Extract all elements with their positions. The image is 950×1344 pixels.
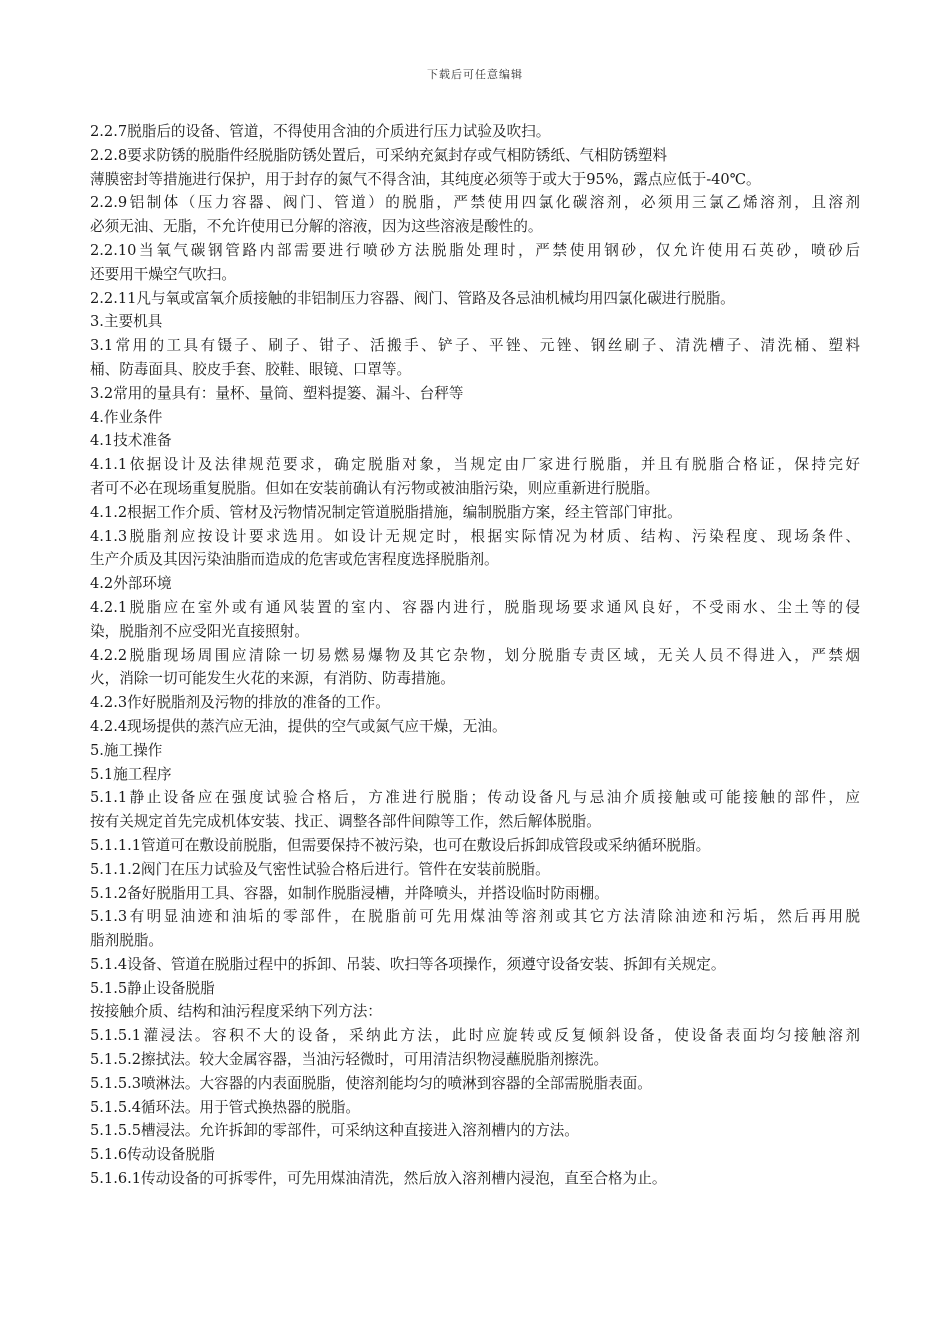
text-line: 5.1.5.4循环法。用于管式换热器的脱脂。 <box>90 1098 360 1116</box>
text-line: 4.作业条件 <box>90 408 163 426</box>
text-line: 5.施工操作 <box>90 741 163 759</box>
text-line: 5.1.1.1管道可在敷设前脱脂，但需要保持不被污染，也可在敷设后拆卸成管段或采纳循环脱脂。 <box>90 836 711 854</box>
text-line: 2.2.11凡与氧或富氧介质接触的非铝制压力容器、阀门、管路及各忌油机械均用四氯化碳进行脱脂。 <box>90 289 735 307</box>
text-line: 5.1.3有明显油迹和油垢的零部件，在脱脂前可先用煤油等溶剂或其它方法清除油迹和污垢，然后再用脱 <box>90 908 860 926</box>
text-line: 5.1.5静止设备脱脂 <box>90 979 215 997</box>
text-line: 3.1常用的工具有镊子、刷子、钳子、活搬手、铲子、平锉、元锉、钢丝刷子、清洗槽子、清洗桶、塑料 <box>90 337 860 355</box>
text-line: 2.2.7脱脂后的设备、管道，不得使用含油的介质进行压力试验及吹扫。 <box>90 123 551 140</box>
text-line: 2.2.8要求防锈的脱脂件经脱脂防锈处置后，可采纳充氮封存或气相防锈纸、气相防锈塑料 <box>90 146 668 164</box>
text-line: 脂剂脱脂。 <box>90 932 163 950</box>
text-line: 3.2常用的量具有：量杯、量筒、塑料提篓、漏斗、台秤等 <box>90 384 464 402</box>
text-line: 4.1.2根据工作介质、管材及污物情况制定管道脱脂措施，编制脱脂方案，经主管部门审批。 <box>90 503 682 521</box>
text-line: 4.2.2脱脂现场周围应清除一切易燃易爆物及其它杂物，划分脱脂专责区域，无关人员不得进入，严禁烟 <box>90 646 860 664</box>
text-line: 4.2.3作好脱脂剂及污物的排放的准备的工作。 <box>90 694 390 712</box>
text-line: 按接触介质、结构和油污程度采纳下列方法： <box>90 1003 382 1021</box>
document-body <box>90 120 860 1191</box>
text-line: 5.1施工程序 <box>90 765 172 783</box>
text-line: 4.2外部环境 <box>90 575 172 593</box>
page-header: 下载后可任意编辑 <box>427 68 523 81</box>
text-line: 4.2.4现场提供的蒸汽应无油，提供的空气或氮气应干燥，无油。 <box>90 717 507 735</box>
text-line: 5.1.1静止设备应在强度试验合格后，方准进行脱脂；传动设备凡与忌油介质接触或可能接触的部件，应 <box>90 789 860 807</box>
text-line: 4.1.1依据设计及法律规范要求，确定脱脂对象，当规定由厂家进行脱脂，并且有脱脂合格证，保持完好 <box>90 456 860 474</box>
text-line: 桶、防毒面具、胶皮手套、胶鞋、眼镜、口罩等。 <box>90 360 412 378</box>
text-line: 5.1.6.1传动设备的可拆零件，可先用煤油清洗，然后放入溶剂槽内浸泡，直至合格为止。 <box>90 1170 667 1188</box>
text-line: 按有关规定首先完成机体安装、找正、调整各部件间隙等工作，然后解体脱脂。 <box>90 813 601 831</box>
text-line: 5.1.5.3喷淋法。大容器的内表面脱脂，使溶剂能均匀的喷淋到容器的全部需脱脂表面。 <box>90 1074 652 1092</box>
text-line: 火，消除一切可能发生火花的来源，有消防、防毒措施。 <box>90 670 455 688</box>
text-line: 还要用干燥空气吹扫。 <box>90 265 236 283</box>
text-line: 5.1.5.2擦拭法。较大金属容器，当油污轻微时，可用清洁织物浸蘸脱脂剂擦洗。 <box>90 1051 609 1069</box>
text-line: 2.2.9铝制体（压力容器、阀门、管道）的脱脂，严禁使用四氯化碳溶剂，必须用三氯乙烯溶剂，且溶剂 <box>90 194 860 212</box>
text-line: 染，脱脂剂不应受阳光直接照射。 <box>90 622 309 640</box>
text-line: 4.1.3脱脂剂应按设计要求选用。如设计无规定时，根据实际情况为材质、结构、污染程度、现场条件、 <box>90 527 860 545</box>
text-line: 者可不必在现场重复脱脂。但如在安装前确认有污物或被油脂污染，则应重新进行脱脂。 <box>90 479 660 497</box>
text-line: 5.1.6传动设备脱脂 <box>90 1146 215 1164</box>
text-line: 薄膜密封等措施进行保护，用于封存的氮气不得含油，其纯度必须等于或大于95%，露点应低于-40℃。 <box>90 170 761 188</box>
text-line: 5.1.2备好脱脂用工具、容器，如制作脱脂浸槽，并降喷头，并搭设临时防雨棚。 <box>90 884 609 902</box>
text-line: 5.1.1.2阀门在压力试验及气密性试验合格后进行。管件在安装前脱脂。 <box>90 860 550 878</box>
text-line: 生产介质及其因污染油脂而造成的危害或危害程度选择脱脂剂。 <box>90 551 499 569</box>
text-line: 必须无油、无脂，不允许使用已分解的溶液，因为这些溶液是酸性的。 <box>90 218 543 236</box>
text-line: 5.1.5.5槽浸法。允许拆卸的零部件，可采纳这种直接进入溶剂槽内的方法。 <box>90 1122 579 1140</box>
text-line: 5.1.4设备、管道在脱脂过程中的拆卸、吊装、吹扫等各项操作，须遵守设备安装、拆卸有关规定。 <box>90 955 726 973</box>
text-line: 2.2.10当氧气碳钢管路内部需要进行喷砂方法脱脂处理时，严禁使用钢砂，仅允许使用石英砂，喷砂后 <box>90 241 860 259</box>
text-line: 5.1.5.1灌浸法。容积不大的设备，采纳此方法，此时应旋转或反复倾斜设备，使设备表面均匀接触溶剂 <box>90 1027 860 1045</box>
text-line: 3.主要机具 <box>90 313 163 331</box>
text-line: 4.2.1脱脂应在室外或有通风装置的室内、容器内进行，脱脂现场要求通风良好，不受雨水、尘土等的侵 <box>90 598 860 616</box>
text-line: 4.1技术准备 <box>90 432 172 450</box>
